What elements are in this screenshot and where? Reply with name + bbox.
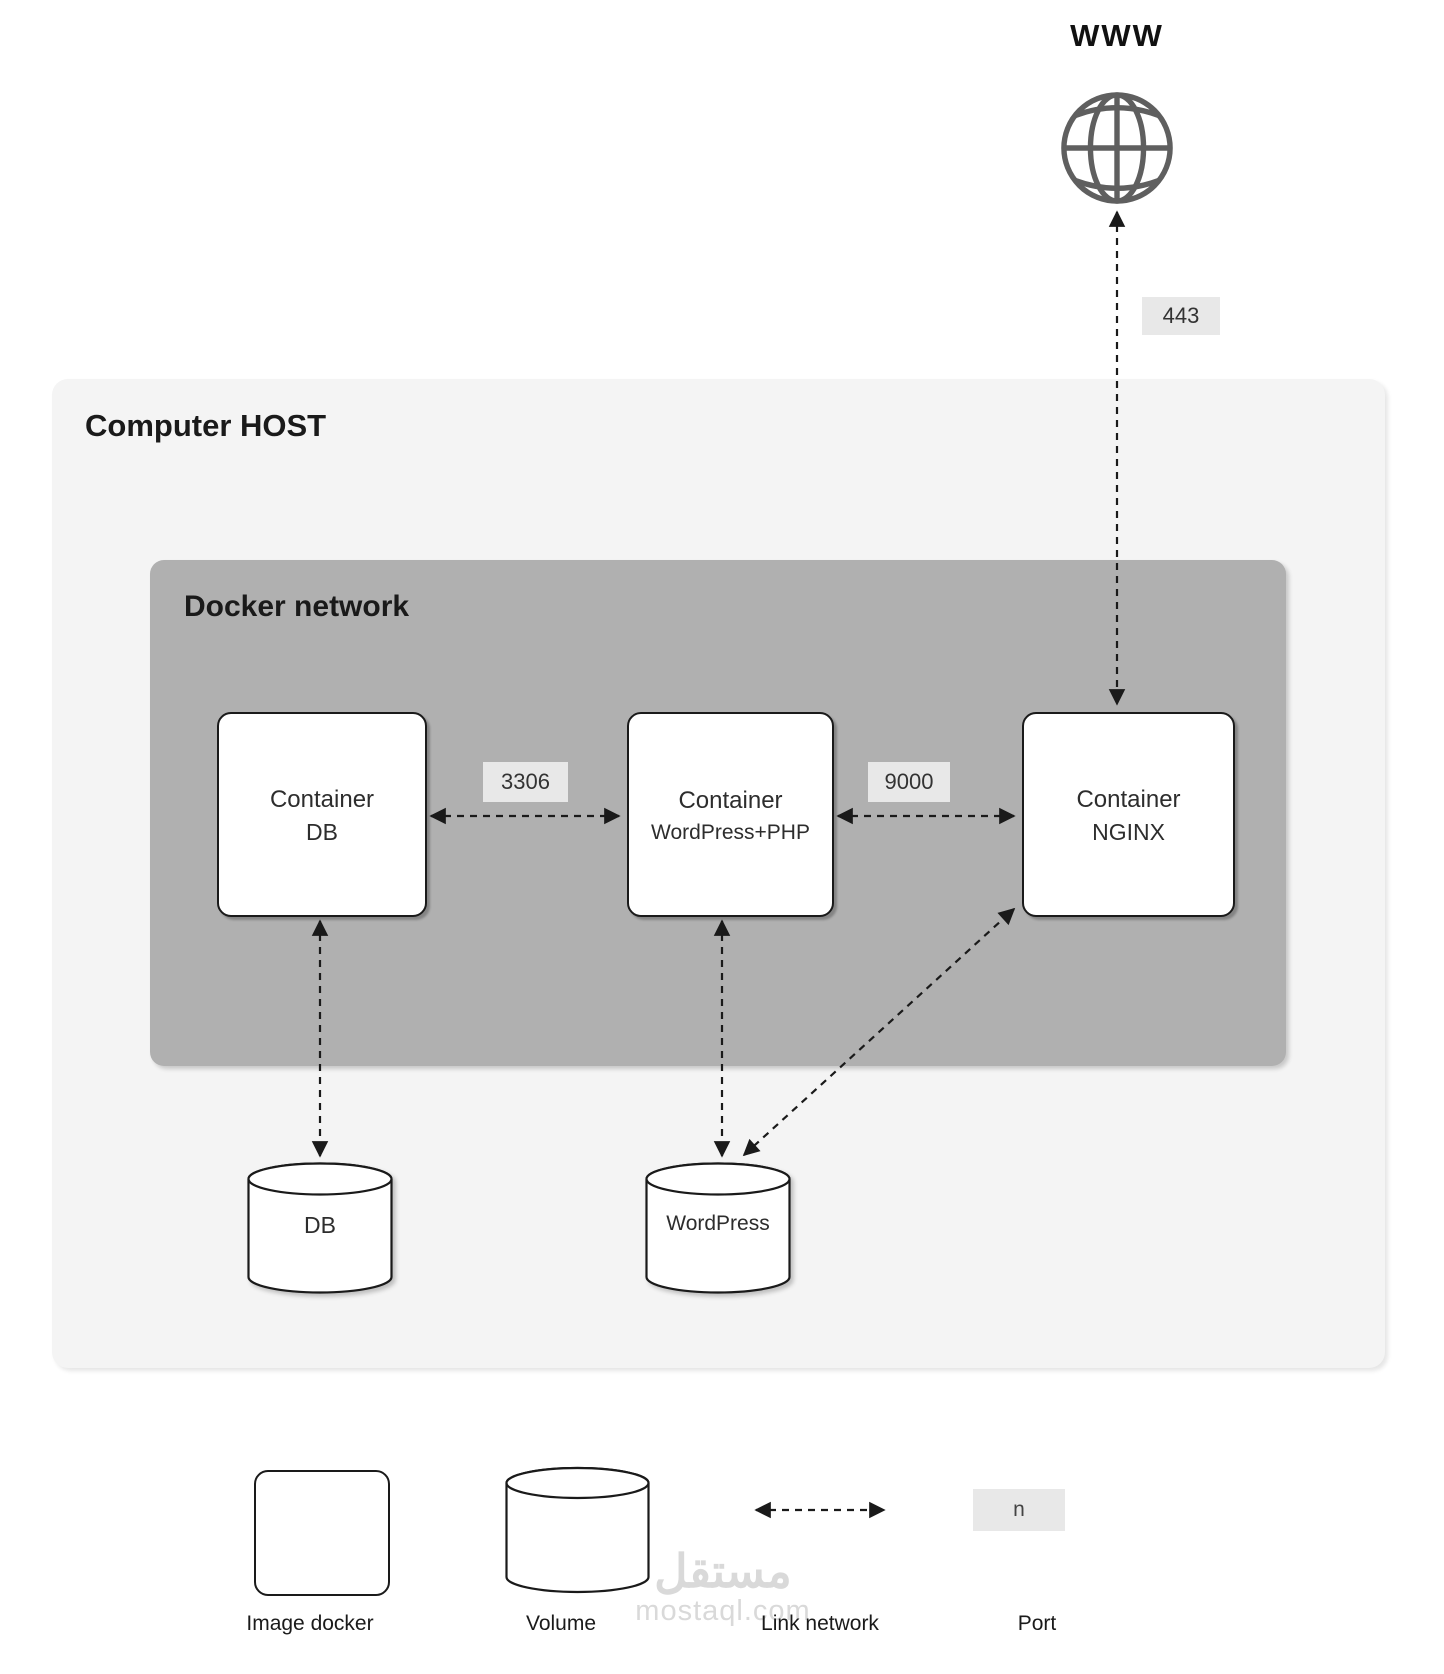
container-nginx-line2: NGINX <box>1092 818 1165 845</box>
container-db-line1: Container <box>269 785 375 813</box>
www-label: WWW <box>1070 18 1164 53</box>
container-wordpress-node <box>627 712 834 917</box>
wordpress-volume-label: WordPress <box>666 1212 770 1236</box>
legend-port-label: Port <box>1017 1612 1057 1635</box>
legend-volume-label: Volume <box>525 1612 597 1635</box>
legend-port-badge: n <box>973 1489 1065 1531</box>
container-db-line2: DB <box>306 818 338 845</box>
wordpress-volume-cylinder <box>645 1162 791 1294</box>
watermark-latin-text: mostaql.com <box>635 1594 811 1627</box>
legend-volume-cylinder-shape <box>505 1466 650 1594</box>
legend-image-docker-label: Image docker <box>246 1612 374 1635</box>
container-db-node <box>217 712 427 917</box>
legend-link-network-label: Link network <box>761 1612 879 1635</box>
port-badge-9000: 9000 <box>868 762 950 802</box>
container-wordpress-line1: Container <box>678 786 783 814</box>
db-volume-label: DB <box>304 1212 336 1239</box>
container-nginx-line1: Container <box>1076 785 1181 813</box>
legend-image-docker-shape <box>254 1470 390 1596</box>
container-nginx-node <box>1022 712 1235 917</box>
port-badge-443: 443 <box>1142 297 1220 335</box>
db-volume-cylinder <box>247 1162 393 1294</box>
watermark-arabic-text: مستقل <box>654 1545 792 1597</box>
port-badge-3306: 3306 <box>483 762 568 802</box>
docker-network-title: Docker network <box>184 590 410 623</box>
computer-host-title: Computer HOST <box>85 408 327 443</box>
container-wordpress-line2: WordPress+PHP <box>651 820 810 844</box>
globe-icon <box>1059 90 1175 206</box>
